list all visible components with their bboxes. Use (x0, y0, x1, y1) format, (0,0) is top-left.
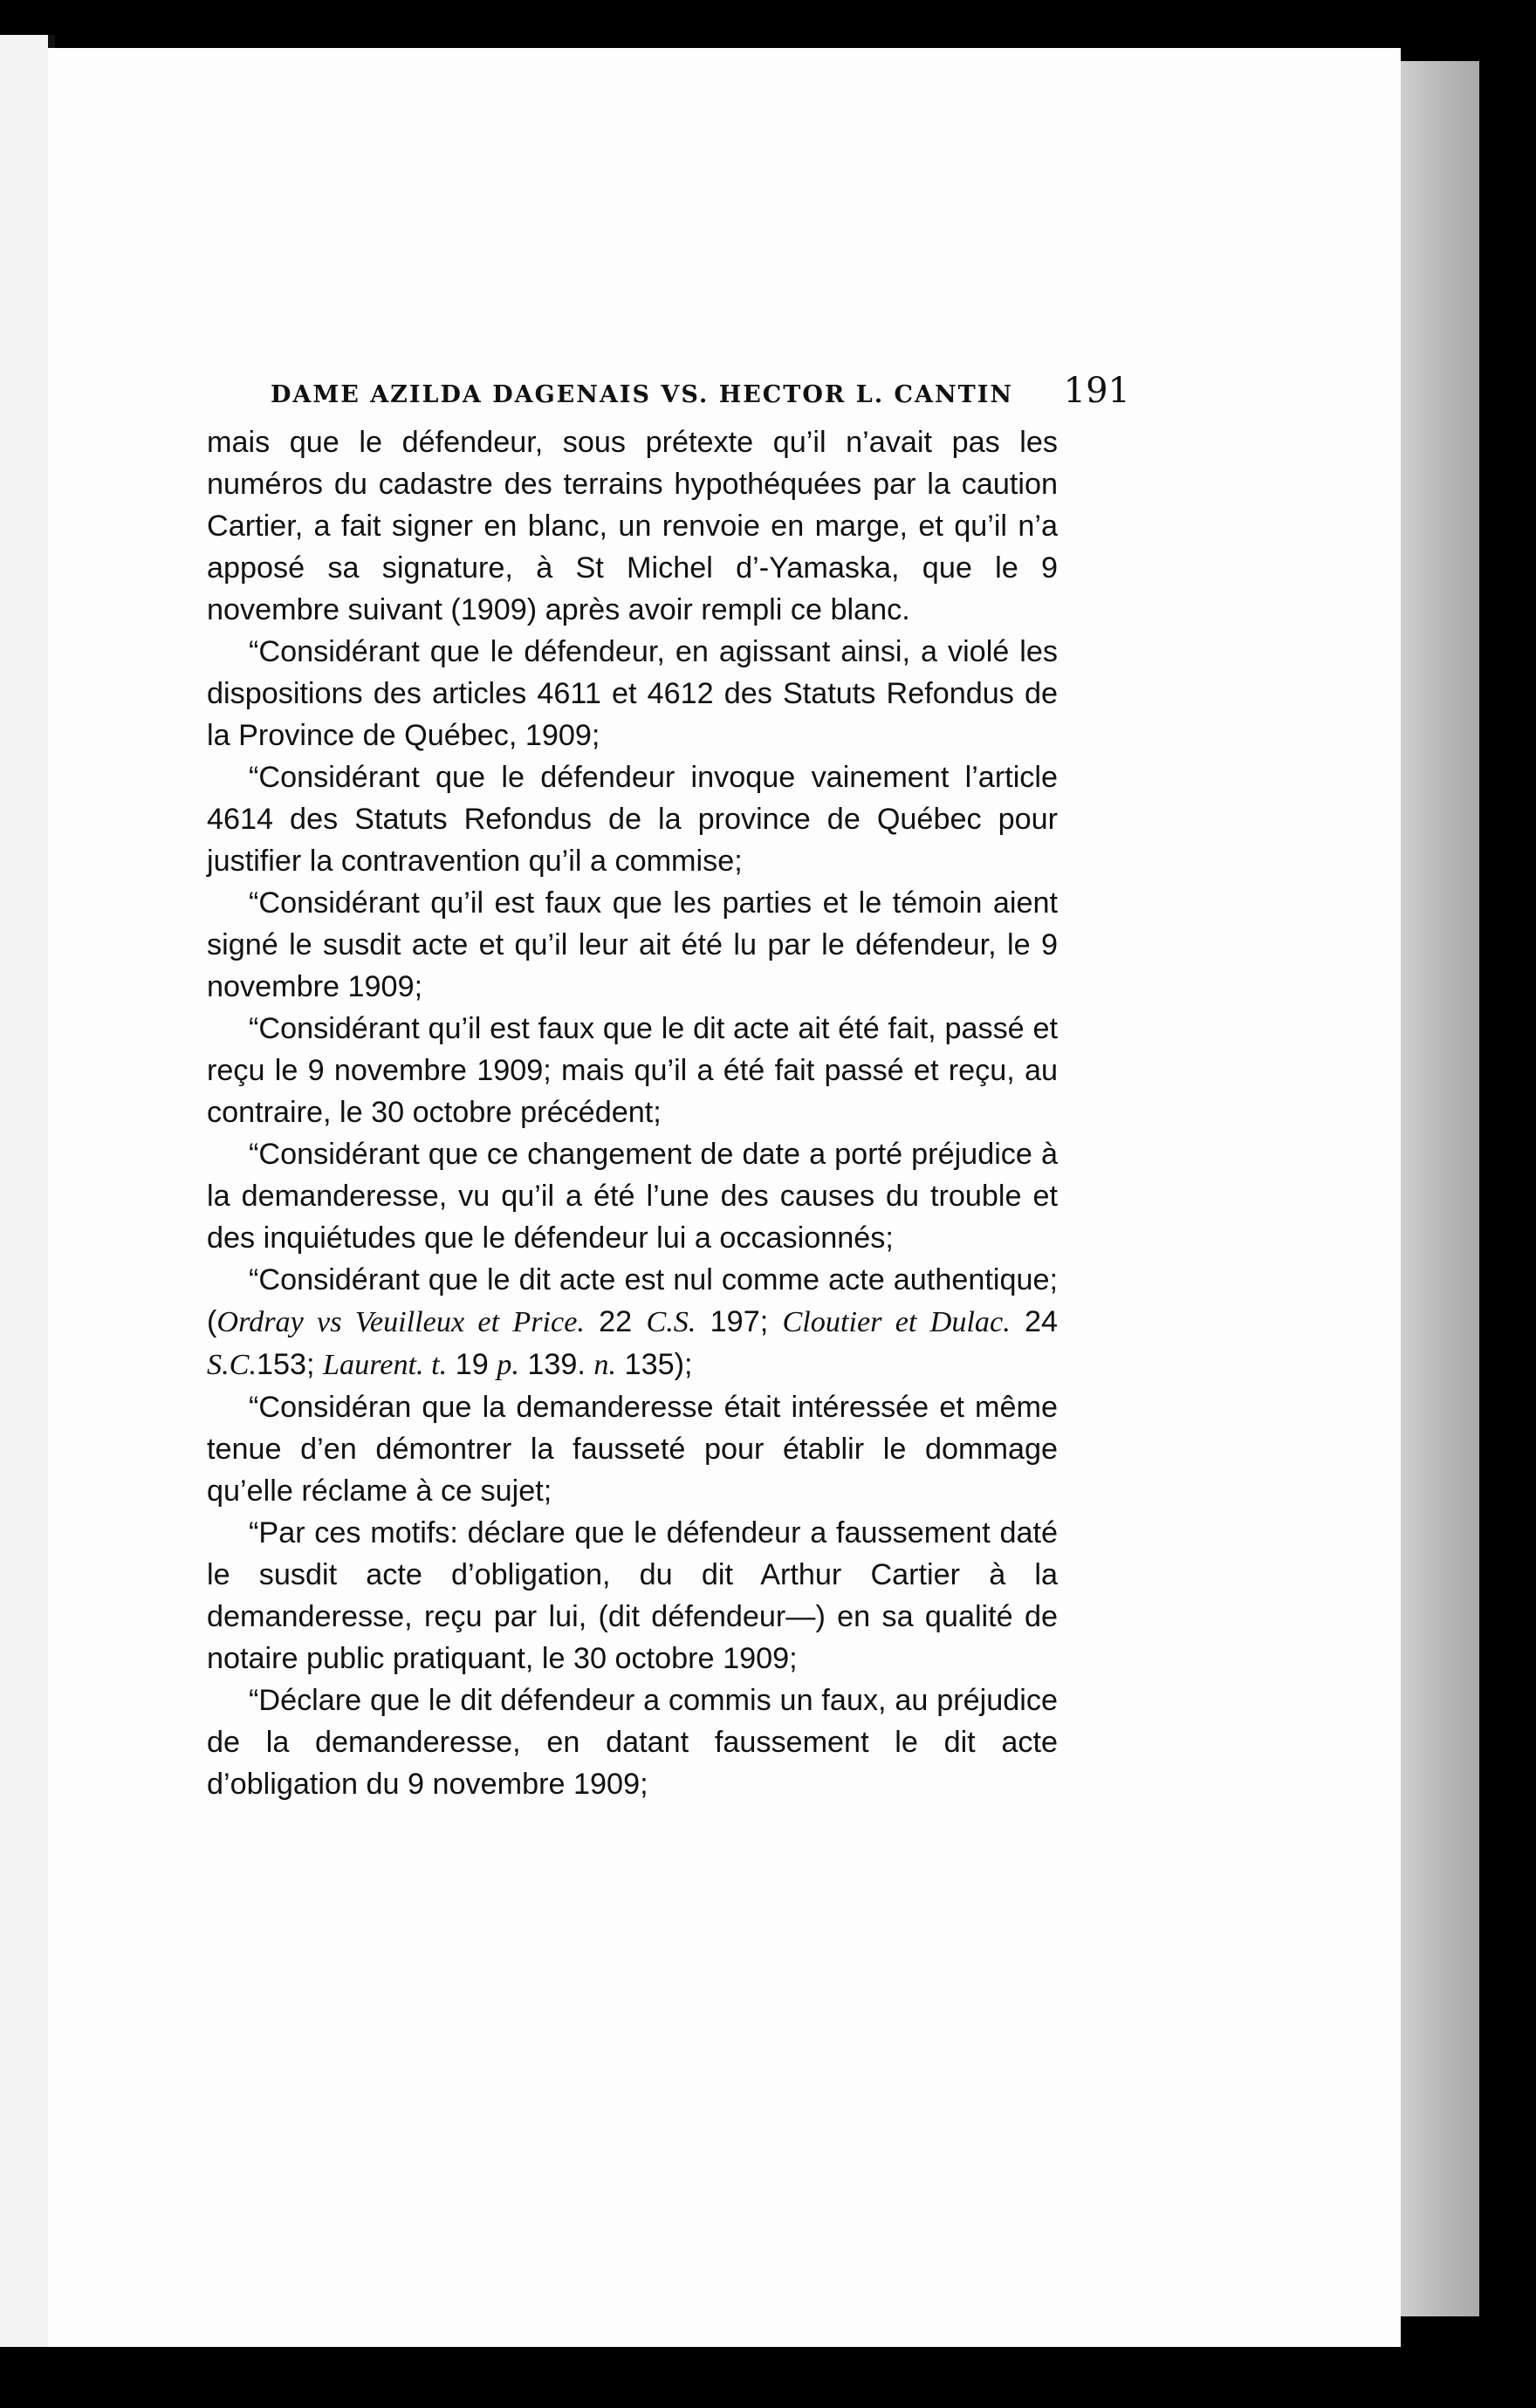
page-abbrev: p. (497, 1349, 519, 1381)
treatise-citation: Laurent. t. (323, 1349, 448, 1381)
body-text (207, 421, 1058, 1805)
case-citation: Ordray vs Veuilleux et Price. (216, 1306, 585, 1338)
scan-border (0, 2347, 1536, 2408)
citation-text: 135); (616, 1348, 693, 1381)
paragraph: mais que le défendeur, sous prétexte qu’il n’avait pas les numéros du cadastre des terrains hypothéquées par la caution Cartier, a fait signer en blanc, un renvoie en marge, et qu’il n’a apposé sa signature, à St Michel d’-Yamaska, que le 9 novembre suivant (1909) après avoir rempli ce blanc. (207, 426, 1058, 626)
citation-text: 19 (447, 1348, 497, 1381)
citation-text: 153; (257, 1348, 324, 1381)
paragraph: “Considérant que ce changement de date a porté préjudice à la demanderesse, vu qu’il a été l’une des causes du trouble et des inquiétudes que le défendeur lui a occasionnés; (207, 1138, 1058, 1255)
reporter-abbrev: S.C. (207, 1349, 257, 1381)
paragraph: “Considérant qu’il est faux que le dit acte ait été fait, passé et reçu le 9 novembre 1909; mais qu’il a été fait passé et reçu, au contraire, le 30 octobre précédent; (207, 1012, 1058, 1129)
paragraph: “Considérant que le défendeur invoque vainement l’article 4614 des Statuts Refondus de la province de Québec pour justifier la contravention qu’il a commise; (207, 761, 1058, 878)
reporter-abbrev: C.S. (646, 1306, 696, 1338)
page-edge-shadow (1401, 61, 1479, 2316)
page-number: 191 (1063, 371, 1130, 411)
paragraph: “Considérant qu’il est faux que les parties et le témoin aient signé le susdit acte et qu’il leur ait été lu par le défendeur, le 9 novembre 1909; (207, 886, 1058, 1003)
paragraph: “Considérant que le défendeur, en agissant ainsi, a violé les dispositions des articles 4611 et 4612 des Statuts Refondus de la Province de Québec, 1909; (207, 635, 1058, 752)
number-abbrev: n. (593, 1349, 617, 1381)
case-citation: Cloutier et Dulac. (782, 1306, 1011, 1338)
paragraph: “Considéran que la demanderesse était intéressée et même tenue d’en démontrer la fausseté pour établir le dommage qu’elle réclame à ce sujet; (207, 1391, 1058, 1508)
citation-text: 139. (518, 1348, 594, 1381)
paragraph: “Par ces motifs: déclare que le défendeur a faussement daté le susdit acte d’obligation, du dit Arthur Cartier à la demanderesse, reçu par lui, (dit défendeur—) en sa qualité de notaire public pratiquant, le 30 octobre 1909; (207, 1516, 1058, 1675)
citation-text: 22 (584, 1305, 647, 1338)
page-content (202, 371, 1130, 1805)
facing-page-edge (0, 35, 55, 2382)
running-title: DAME AZILDA DAGENAIS VS. HECTOR L. CANTIN (271, 381, 1014, 408)
citation-text: 24 (1010, 1305, 1059, 1338)
citation-text: 197; (696, 1305, 783, 1338)
running-head (271, 371, 1130, 411)
paragraph: “Déclare que le dit défendeur a commis un faux, au préjudice de la demanderesse, en datant faussement le dit acte d’obligation du 9 novembre 1909; (207, 1684, 1058, 1801)
citation-paragraph (207, 1259, 1058, 1386)
citation-lead: “Considérant que le dit acte est nul comme acte authentique; ( (207, 1263, 1058, 1338)
